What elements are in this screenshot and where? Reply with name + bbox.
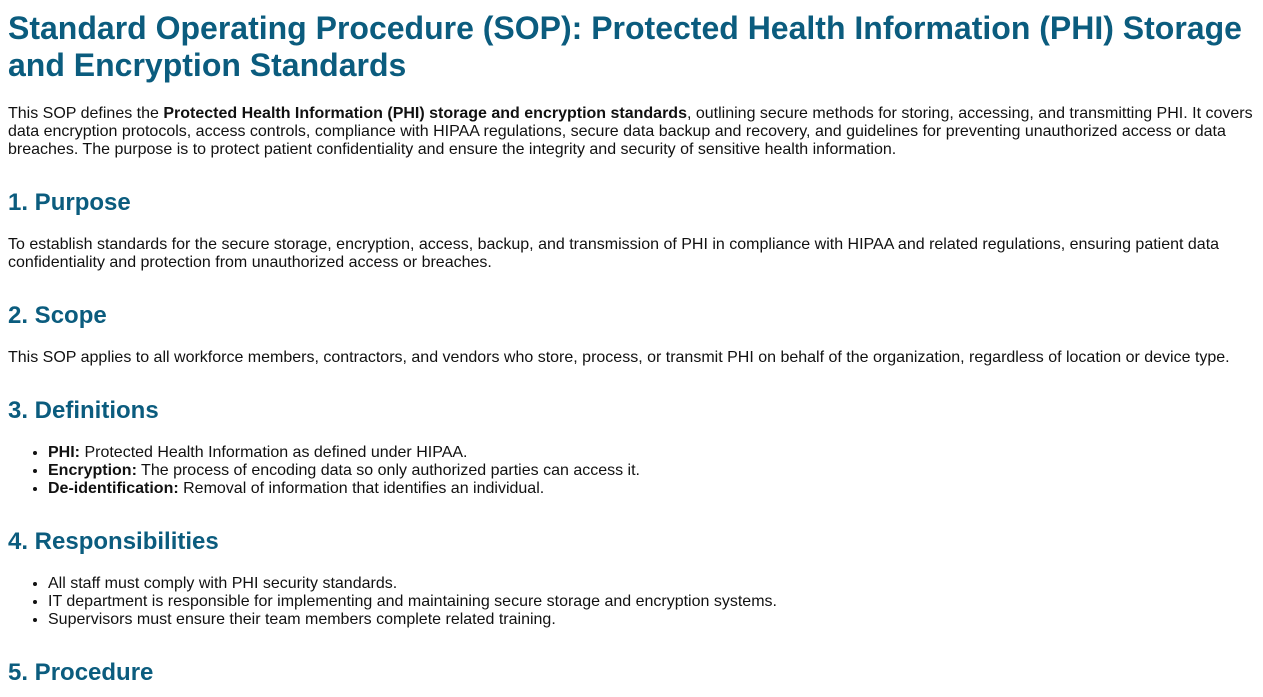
definitions-list (8, 444, 1255, 498)
purpose-heading: 1. Purpose (8, 189, 131, 216)
definition-text: Protected Health Information as defined under HIPAA. (80, 444, 468, 461)
definition-term: PHI: (48, 444, 80, 461)
definition-text: Removal of information that identifies an individual. (178, 480, 545, 497)
definitions-heading: 3. Definitions (8, 397, 159, 424)
procedure-heading: 5. Procedure (8, 659, 154, 686)
definition-item-phi (48, 444, 1255, 462)
page-title: Standard Operating Procedure (SOP): Protected Health Information (PHI) Storage and Encryption Standards (8, 10, 1242, 83)
intro-text-before: This SOP defines the (8, 105, 164, 122)
scope-heading: 2. Scope (8, 302, 107, 329)
definition-item-deidentification (48, 480, 1255, 498)
purpose-text: To establish standards for the secure storage, encryption, access, backup, and transmission of PHI in compliance with HIPAA and related regulations, ensuring patient data confidentiality and protection from unauthorized access or breaches. (8, 236, 1220, 271)
definition-term: De-identification: (48, 480, 179, 497)
intro-bold-text: Protected Health Information (PHI) storage and encryption standards (163, 105, 687, 122)
definition-item-encryption (48, 462, 1255, 480)
intro-paragraph (8, 105, 1255, 159)
responsibility-item: • All staff must comply with PHI security standards. (48, 575, 1255, 593)
responsibilities-heading: 4. Responsibilities (8, 528, 219, 555)
responsibilities-list (8, 575, 1255, 629)
intro-text-after: , outlining secure methods for storing, accessing, and transmitting PHI. It covers data encryption protocols, access controls, compliance with HIPAA regulations, secure data backup and recovery, and guidelines for preventing unauthorized access or data breaches. The purpose is to protect patient confidentiality and ensure the integrity and security of sensitive health information. (8, 105, 1253, 158)
responsibility-item: • IT department is responsible for implementing and maintaining secure storage and encryption systems. (48, 593, 1255, 611)
scope-text: This SOP applies to all workforce members, contractors, and vendors who store, process, or transmit PHI on behalf of the organization, regardless of location or device type. (8, 349, 1230, 366)
definition-text: The process of encoding data so only authorized parties can access it. (136, 462, 640, 479)
responsibility-item: • Supervisors must ensure their team members complete related training. (48, 611, 1255, 629)
definition-term: Encryption: (48, 462, 137, 479)
